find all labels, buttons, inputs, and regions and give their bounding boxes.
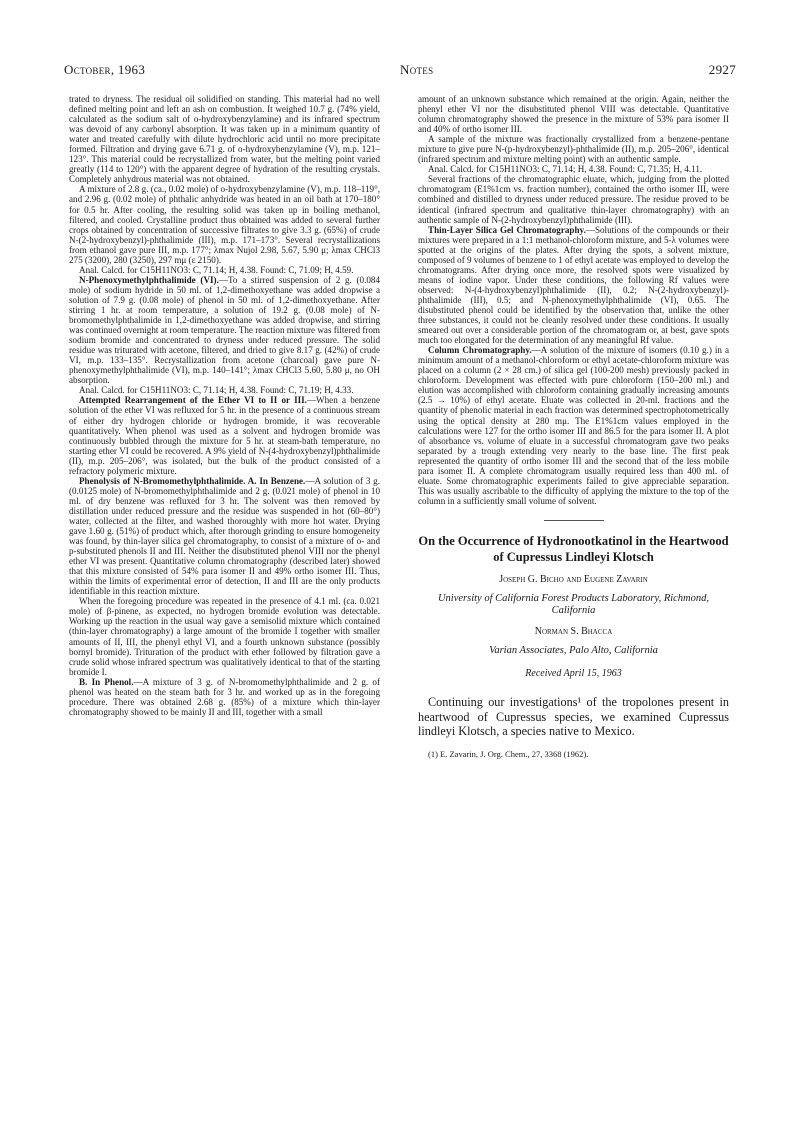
paragraph (418, 225, 729, 346)
paragraph (69, 385, 380, 395)
header-date: October, 1963 (64, 62, 146, 77)
section-heading: Phenolysis of N-Bromomethylphthalimide. A. In Benzene. (79, 475, 306, 486)
paragraph (69, 677, 380, 717)
section-heading: Column Chromatography. (428, 345, 532, 356)
left-column (69, 94, 380, 717)
authors-primary: Joseph G. Bicho and Eugene Zavarin (499, 573, 648, 585)
right-column-paragraphs (418, 94, 729, 506)
paragraph-text: Anal. Calcd. for C15H11NO3: C, 71.14; H, 4.38. Found: C, 71.35; H, 4.11. (428, 164, 703, 175)
paragraph-text: —A solution of 3 g. (0.0125 mole) of N-bromomethylphthalimide and 2 g. (0.021 mole) of phenol in 10 ml. of dry benzene was refluxed for 3 hr. The solvent was then removed by distillation under reduced pressure and the residue was suspended in hot (60–80°) water, collected at the filter, and washed thoroughly with more hot water. Drying gave 1.60 g. (51%) of product which, after thorough grinding to ensure homogeneity was found, by thin-layer silica gel chromatography, to consist of a mixture of o- and p-substituted phenols II and III. Neither the disubstituted phenol VIII nor the phenyl ether VI was present. Quantitative column chromatography (described later) showed that this mixture consisted of 54% para isomer II and 49% ortho isomer III. Thus, within the limits of experimental error of detection, II and III are the only products identifiable in this reaction mixture. (69, 475, 380, 597)
page-number: 2927 (708, 62, 736, 77)
paragraph (69, 275, 380, 386)
received-date: Received April 15, 1963 (525, 668, 622, 680)
header-section: Notes (400, 62, 434, 77)
paragraph (69, 596, 380, 676)
paragraph-text: amount of an unknown substance which remained at the origin. Again, neither the phenyl ether VI nor the disubstituted phenol VIII was detectable. Quantitative column chromatography showed the presence in the mixture of 53% para isomer II and 40% of ortho isomer III. (418, 94, 729, 135)
running-header (64, 62, 736, 82)
section-heading: Thin-Layer Silica Gel Chromatography. (428, 224, 586, 235)
article-title: On the Occurrence of Hydronootkatinol in the Heartwood of Cupressus Lindleyi Klotsch (418, 533, 729, 564)
paragraph-text: When the foregoing procedure was repeated in the presence of 4.1 ml. (ca. 0.021 mole) of β-pinene, as expected, no hydrogen bromide evolution was detectable. Working up the reaction in the usual way gave a semisolid mixture which contained (thin-layer chromatography) a large amount of the bromide I together with smaller amounts of II, III, the phenyl ethyl VI, and a fourth unknown substance (possibly bornyl bromide). Trituration of the product with ether followed by filtration gave a crude solid whose infrared spectrum was qualitatively identical to that of the starting bromide I. (69, 596, 380, 677)
paragraph-text: Several fractions of the chromatographic eluate, which, judging from the plotted chromatogram (E1%1cm vs. fraction number), contained the ortho isomer III, were combined and distilled to dryness under reduced pressure. The residue proved to be identical (infrared spectrum and qualitative thin-layer chromatography) with an authentic sample of N-(2-hydroxybenzyl)phthalimide (III). (418, 174, 729, 225)
paragraph (418, 164, 729, 174)
authors-secondary: Norman S. Bhacca (534, 625, 613, 637)
paragraph (69, 476, 380, 597)
affiliation-secondary: Varian Associates, Palo Alto, California (489, 645, 658, 657)
paragraph (418, 345, 729, 506)
section-heading: N-Phenoxymethylphthalimide (VI). (79, 274, 219, 285)
section-divider (544, 520, 604, 521)
footnote: (1) E. Zavarin, J. Org. Chem., 27, 3368 (1962). (428, 748, 589, 759)
article-intro: Continuing our investigations¹ of the tropolones present in heartwood of Cupressus species, we examined Cupressus lindleyi Klotsch, a species native to Mexico. (418, 695, 729, 739)
paragraph (418, 94, 729, 134)
paragraph (69, 265, 380, 275)
section-heading: B. In Phenol. (79, 676, 134, 687)
paragraph-text: Anal. Calcd. for C15H11NO3: C, 71.14; H, 4.38. Found: C, 71.09; H, 4.59. (79, 264, 354, 275)
right-column (418, 94, 729, 759)
section-heading: Attempted Rearrangement of the Ether VI to II or III. (79, 395, 307, 406)
paragraph-text: —Solutions of the compounds or their mixtures were prepared in a 1:1 methanol-chloroform mixture, and 5-λ volumes were spotted at the origins of the plates. After drying the spots, a solvent mixture, composed of 9 volumes of benzene to 1 of ethyl acetate was employed to develop the chromatograms. After drying once more, the resolved spots were visualized by means of iodine vapor. Under these conditions, the following Rf values were observed: N-(4-hydroxybenzyl)phthalimide (II), 0.2; N-(2-hydroxybenzyl)-phthalimide (III), 0.5; and N-phenoxymethylphthalimide (VI), 0.65. The disubstituted phenol could be identified by the observation that, unlike the other three substances, it could not be cleanly resolved under these conditions. It usually smeared out over a considerable portion of the chromatogram or, at best, gave spots much too elongated for the determination of any meaningful Rf value. (418, 224, 729, 346)
affiliation-primary: University of California Forest Products Laboratory, Richmond, California (437, 592, 710, 616)
paragraph (69, 395, 380, 475)
paragraph-text: —A solution of the mixture of isomers (0.10 g.) in a minimum amount of a methanol-chloroform or ethyl acetate-chloroform mixture was placed on a column (2 × 28 cm.) of silica gel (100-200 mesh) previously packed in chloroform. Development was effected with pure chloroform (150–200 ml.) and elution was accomplished with chloroform containing gradually increasing amounts (2.5 → 10%) of ethyl acetate. Eluate was collected in 20-ml. fractions and the quantity of phenolic material in each fraction was determined spectrophotometrically using the optical density at 280 mμ. The E1%1cm values employed in the calculations were 127 for the ortho isomer III and 86.5 for the para isomer II. A plot of absorbance vs. volume of eluate in a successful chromatogram gave two peaks separated by a trough extending very nearly to the base line. The first peak represented the quantity of ortho isomer III and the second that of the less mobile para isomer II. A complete chromatogram usually required less than 400 ml. of eluate. Some chromatographic experiments failed to give appreciable separation. This was usually ascribable to the difficulty of applying the mixture to the top of the column in a sufficiently small volume of solvent. (418, 345, 729, 506)
paragraph-text: A sample of the mixture was fractionally crystallized from a benzene-pentane mixture to give pure N-(p-hydroxybenzyl)-phthalimide (II), m.p. 205–206°, identical (infrared spectrum and mixture melting point) with an authentic sample. (418, 134, 729, 165)
paragraph (69, 94, 380, 184)
paragraph-text: A mixture of 2.8 g. (ca., 0.02 mole) of o-hydroxybenzylamine (V), m.p. 118–119°, and 2.96 g. (0.02 mole) of phthalic anhydride was heated in an oil bath at 170–180° for 0.5 hr. After cooling, the resulting solid was taken up in boiling methanol, filtered, and cooled. Crystalline product thus obtained was added to several further crops obtained by concentration of successive filtrates to give 3.3 g. (65%) of crude N-(2-hydroxybenzyl)-phthalimide (III), m.p. 171–173°. Several recrystallizations from ethanol gave pure III, m.p. 177°; λmax Nujol 2.98, 5.67, 5.90 μ; λmax CHCl3 275 (3200), 280 (3250), 297 mμ (ε 2150). (69, 184, 380, 265)
paragraph-text: —A mixture of 3 g. of N-bromomethylphthalimide and 2 g. of phenol was heated on the steam bath for 3 hr. and worked up as in the foregoing procedure. There was obtained 2.68 g. (85%) of a mixture which thin-layer chromatography showed to be mainly II and III, together with a small (69, 676, 380, 717)
paragraph-text: —To a stirred suspension of 2 g. (0.084 mole) of sodium hydride in 50 ml. of 1,2-dimethoxyethane was added dropwise a solution of 7.9 g. (0.08 mole) of phenol in 50 ml. of 1,2-dimethoxyethane. After stirring 1 hr. at room temperature, a solution of 19.2 g. (0.08 mole) of N-bromomethylphthalimide in 1,2-dimethoxyethane was added dropwise, and stirring was continued overnight at room temperature. The reaction mixture was filtered from sodium bromide and concentrated to dryness under reduced pressure. The solid residue was triturated with acetone, filtered, and dried to give 8.17 g. (42%) of crude VI, m.p. 133–135°. Recrystallization from acetone (charcoal) gave pure N-phenoxymethylphthalimide (VI), m.p. 140–141°; λmax CHCl3 5.60, 5.80 μ, no OH absorption. (69, 274, 380, 386)
paragraph-text: —When a benzene solution of the ether VI was refluxed for 5 hr. in the presence of a continuous stream of either dry hydrogen chloride or hydrogen bromide, it was recoverable quantitatively. When phenol was used as a solvent and hydrogen bromide was continuously bubbled through the mixture for 5 hr. at steam-bath temperature, no starting ether VI could be recovered. A 9% yield of N-(4-hydroxybenzyl)phthalimide (II), m.p. 205–206°, was isolated, but the bulk of the product consisted of a refractory polymeric mixture. (69, 395, 380, 476)
paragraph (418, 134, 729, 164)
paragraph-text: Anal. Calcd. for C15H11NO3: C, 71.14; H, 4.38. Found: C, 71.19; H, 4.33. (79, 385, 354, 396)
paragraph (418, 174, 729, 224)
paragraph (69, 184, 380, 264)
paragraph-text: trated to dryness. The residual oil solidified on standing. This material had no well defined melting point and left an ash on combustion. It weighed 10.7 g. (74% yield, calculated as the sodium salt of o-hydroxybenzylamine) and its infrared spectrum was devoid of any carbonyl absorption. It was taken up in a minimum quantity of water and treated carefully with dilute hydrochloric acid until no more precipitate formed. Filtration and drying gave 6.71 g. of o-hydroxybenzylamine (V), m.p. 121–123°. This material could be recrystallized from water, but the melting point varied greatly (114 to 120°) with the apparent degree of hydration of the resulting crystals. Completely anhydrous material was not obtained. (69, 94, 380, 185)
